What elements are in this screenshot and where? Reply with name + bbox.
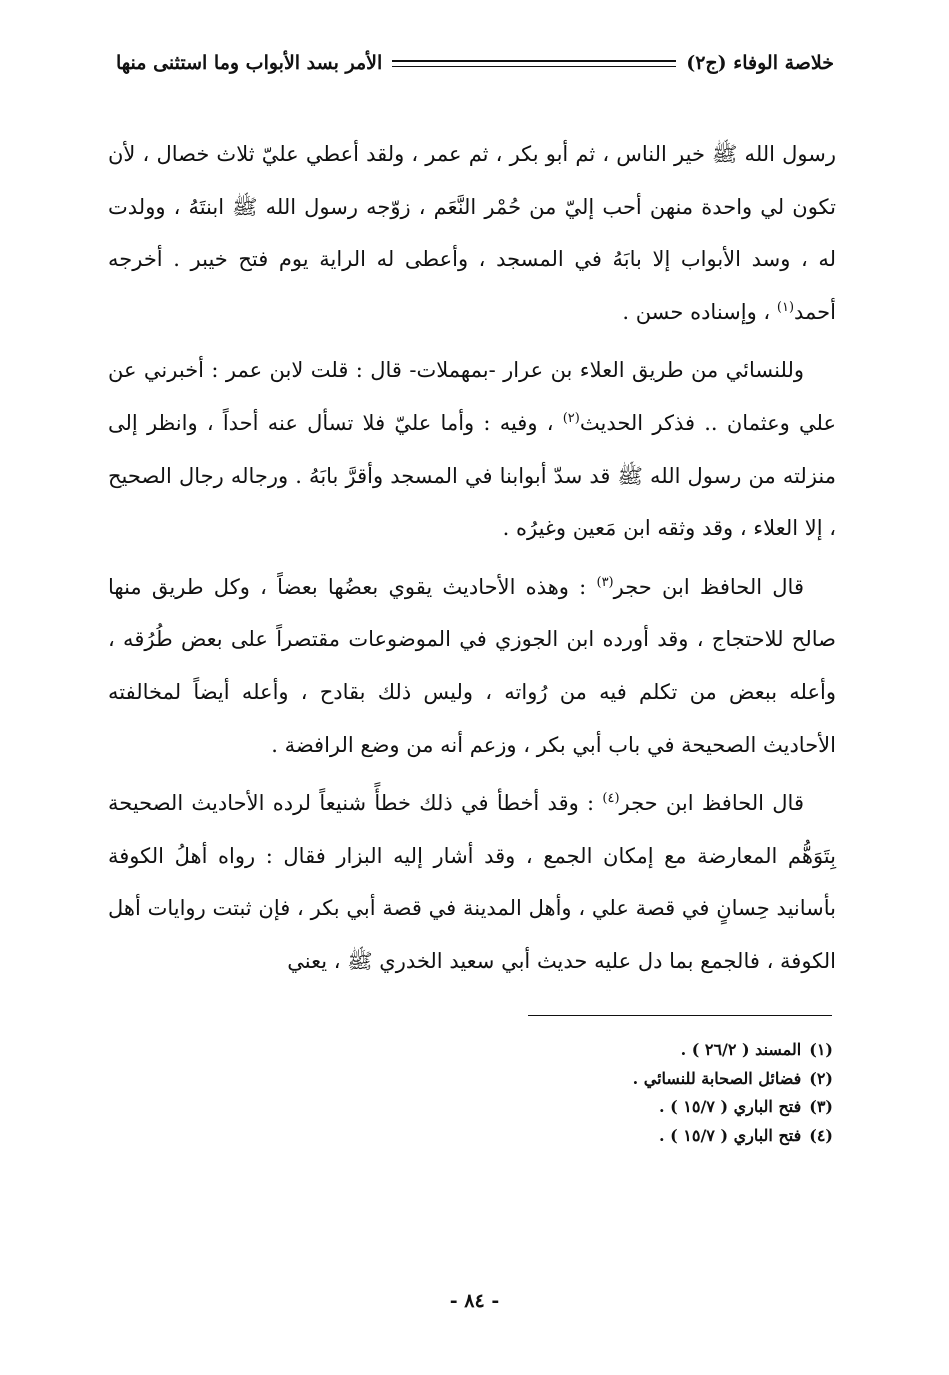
footnote [433,1036,833,1065]
footnote-ref[interactable]: (٢) [562,410,580,426]
footnote-text: فتح الباري ( ١٥/٧ ) . [658,1125,802,1145]
footnote [433,1093,833,1122]
paragraph-text: : وقد أخطأ في ذلك خطأً شنيعاً لرده الأحاديث الصحيحة بِتَوَهُّم المعارضة مع إمكان الجمع ، وقد أشار إليه البزار فقال : رواه أهلُ الكوفة بأسانيد حِسانٍ في قصة علي ، وأهل المدينة في قصة أبي بكر ، فإن ثبتت روايات أهل الكوفة ، فالجمع بما دل عليه حديث أبي سعيد الخدري ﷺ ، يعني [108,791,836,973]
footnote-text: المسند ( ٢٦/٢ ) . [680,1040,802,1059]
paragraph [108,561,836,771]
book-title: خلاصة الوفاء (ج٢) [686,52,834,74]
paragraph-text: وللنسائي من طريق العلاء بن عرار -بمهملات- قال : قلت لابن عمر : أخبرني عن علي وعثمان .. فذكر الحديث [108,358,836,435]
running-header [116,46,834,80]
footnote-ref[interactable]: (١) [776,299,795,315]
footnote [433,1122,833,1151]
paragraph-text: قال الحافظ ابن حجر [619,791,804,816]
footnote-number: (٣) [809,1097,833,1116]
footnote-number: (٤) [809,1125,833,1145]
footnote-ref[interactable]: (٣) [596,574,614,590]
paragraph [108,777,836,987]
paragraph-text: قال الحافظ ابن حجر [613,574,804,599]
paragraph-text: ، وإسناده حسن . [622,299,777,324]
main-text [108,128,836,988]
paragraph-text: رسول الله ﷺ خير الناس ، ثم أبو بكر ، ثم عمر ، ولقد أعطي عليّ ثلاث خصال ، لأن تكون لي واحدة منهن أحب إليّ من حُمْر النَّعَم ، زوّجه رسول الله ﷺ ابنتَهُ ، وولدت له ، وسد الأبواب إلا بابَهُ في المسجد ، وأعطى له الراية يوم فتح خيبر . أخرجه أحمد [108,142,836,324]
footnote-ref[interactable]: (٤) [602,791,620,807]
footnote-number: (١) [809,1040,833,1059]
footnotes [433,1036,833,1150]
paragraph-text: : وهذه الأحاديث يقوي بعضُها بعضاً ، وكل طريق منها صالح للاحتجاج ، وقد أورده ابن الجوزي في الموضوعات مقتصراً على بعض طُرُقه ، وأعله ببعض من تكلم فيه من رُواته ، وليس ذلك بقادح ، وأعله أيضاً لمخالفته الأحاديث الصحيحة في باب أبي بكر ، وزعم أنه من وضع الرافضة . [108,574,836,757]
footnote [433,1065,833,1094]
header-rule [392,60,676,67]
paragraph-text: ، وفيه : وأما عليّ فلا تسأل عنه أحداً ، وانظر إلى منزلته من رسول الله ﷺ قد سدّ أبوابنا في المسجد وأقرَّ بابَهُ . ورجاله رجال الصحيح ، إلا العلاء ، وقد وثقه ابن مَعين وغيرُه . [108,410,836,541]
chapter-title: الأمر بسد الأبواب وما استثنى منها [116,52,383,74]
footnote-number: (٢) [809,1068,833,1088]
footnote-divider [528,1015,832,1016]
footnote-text: فتح الباري ( ١٥/٧ ) . [658,1097,802,1116]
paragraph [108,344,836,554]
paragraph [108,128,836,338]
page-number: - ٨٤ - [449,1290,500,1312]
footnote-text: فضائل الصحابة للنسائي . [632,1068,802,1088]
